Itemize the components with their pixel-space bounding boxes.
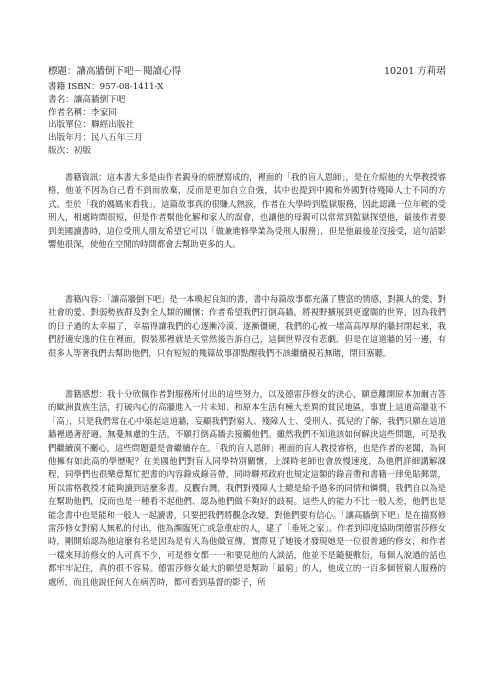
paragraph-book-content: 書籍內容：「讓高牆倒下吧」是一本喚起良知的書，書中每篇故事都充滿了豐富的情感，對親人的愛、對社會的愛、對弱勢族群及對全人類的關懷；作者希望我們打倒高牆，將視野擴展到更遼闊的世界，因為我們的日子過的太幸福了，幸福得讓我們的心逐漸冷漠、逐漸僵硬，我們的心被一堵高高厚厚的牆封閉起來，我們舒適安逸的住在裡面，假裝那裡就是天堂然後告訴自己，這個世界沒有悲劇。但是在這道牆的另一邊，有很多人等著我們去幫助他們，只有短短的幾篇故事卻點醒我們不該繼續視若無睹，閉目塞聽。 [48,294,446,358]
book-edition: 版次：初版 [48,145,91,156]
paragraph-reflection: 書籍感想：我十分欣佩作者對服務所付出的這些努力，以及德雷莎修女的決心，願意離開原本加爾吉答的歐洲貴族生活，打破內心的高牆進入一片未知、和原本生活有極大差異的貧民地區，事實上這道高牆並不「高」，只是我們常在心中築起這道牆，妄顧我們對窮人、殘障人士、受刑人、孤兒的了解，我們只願在這道牆裡過著舒適、無憂無慮的生活，不願打倒高牆去接觸他們。雖然我們不知道該如何解決這些問題，可是我們繼續漠不關心，這些問題還是會繼續存在。「我的盲人恩師」裡面的盲人教授睿格，也是作者的老闆，為何他擁有如此高的學歷呢？在美國他們對盲人同學特別關懷，上課時老師也會放慢速度，為他們詳細講解課程，同學們也很樂意幫忙把書的內容錄成錄音帶，同時聯邦政府也規定這類的錄音帶和書籍一律免貼郵票，所以雷格教授才能夠讀到這麼多書。反觀台灣，我們對殘障人士總是給予過多的同情和憐憫，我們自以為是在幫助他們，反而也是一種看不起他們、認為他們做不夠好的歧視。這些人的能力不比一般人差，他們也是能念書中也是能和一般人一起讀書，只要把我們將觀念改變，對他們要有信心。「讓高牆倒下吧」是在描寫修雷莎修女對窮人無私的付出，他為瀕臨死亡或急重症的人，建了「垂死之家」。作者到印度協助閉德雷莎修女時，剛開始認為他這麼有名是因為是有人為他做宣傳，實際見了她後才發現她是一位很普通的修女，和作者一樣來拜訪修女的人可真不少，可是修女都一一和要見他的人談話，他並不是隨便敷衍，每個人說過的話也都牢牢記住，真的很不容易。德雷莎修女最大的願望是幫助「最窮」的人，他成立的一百多個替窮人服務的處所，而且他說任何人在病苦時，都可看到基督的影子，所 [48,389,446,587]
student-id-name: 10201 方莉珺 [384,66,446,77]
paragraph-book-info: 書籍資訊：這本書大多是由作者親身的經歷寫成的，裡面的「我的盲人恩師」，是在介紹他的大學教授睿格，他並不因為自己看不到而放棄，反而是更加自立自強，其中也提到中國和外國對待殘障人士不同的方式。至於「我的媽媽來看我」，這篇故事真的很賺人熱淚，作者在大學時到監獄服務，因此認識一位年輕的受刑人，相處時間很短，但是作者幫他化解和家人的誤會，也讓他的母親可以常常到監獄探望他，最後作者要到美國讀書時，這位受刑人朋友希望它可以「做兼進修學業為受刑人服務」，但是他最後並沒接受，這句話影響他很深，使他在空閒的時間都會去幫助更多的人。 [48,172,446,250]
book-name: 書名：讓高牆倒下吧 [48,94,126,105]
book-author: 作者名稱：李家同 [48,107,117,118]
document-title: 標題：讓高牆倒下吧－閱讀心得 [48,66,182,77]
book-isbn: 書籍 ISBN：957-08-1411-X [48,82,164,92]
book-publish-date: 出版年月：民八五年三月 [48,133,143,144]
book-publisher: 出版單位：聯經出版社 [48,120,134,131]
book-info-block [48,81,348,158]
